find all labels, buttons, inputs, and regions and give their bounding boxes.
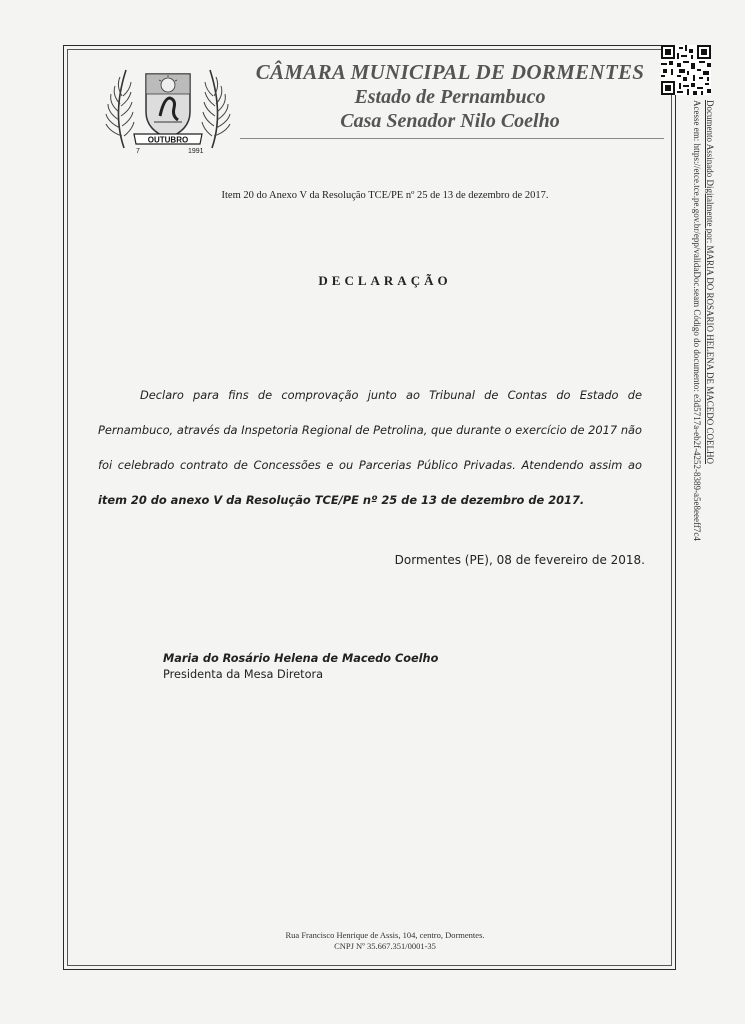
- signatory-role: Presidenta da Mesa Diretora: [163, 668, 324, 681]
- signature-verification-link[interactable]: Acesse em: https://etce.tce.pe.gov.br/epp/validaDoc.seam Código do documento: e3d5717a-eb2f-4252-8389-a5e8eeeff7c4: [692, 100, 702, 541]
- footer-address: Rua Francisco Henrique de Assis, 104, centro, Dormentes.: [285, 930, 485, 940]
- institution-name: CÂMARA MUNICIPAL DE DORMENTES: [255, 60, 645, 84]
- crest-banner-text: OUTUBRO: [147, 135, 189, 145]
- declaration-text: Declaro para fins de comprovação junto ao Tribunal de Contas do Estado de Pernambuco, através da Inspetoria Regional de Petrolina, que durante o exercício de 2017 não foi celebrado contrato de Concessões e ou Parcerias Público Privadas. Atendendo assim ao: [98, 388, 642, 472]
- footer-cnpj: CNPJ Nº 35.667.351/0001-35: [334, 941, 436, 951]
- municipal-crest-logo: [104, 58, 232, 156]
- letterhead-divider: [240, 138, 664, 139]
- digital-signature-text: [680, 100, 716, 570]
- letterhead: [240, 60, 660, 133]
- date-line: Dormentes (PE), 08 de fevereiro de 2018.: [394, 553, 645, 567]
- qr-code[interactable]: [661, 45, 711, 95]
- declaration-bold-reference: item 20 do anexo V da Resolução TCE/PE nº 25 de 13 de dezembro de 2017.: [98, 493, 585, 507]
- signature-signed-by: Documento Assinado Digitalmente por: MARIA DO ROSARIO HELENA DE MACEDO COELHO: [705, 100, 715, 464]
- declaration-body: [98, 378, 642, 518]
- signatory-name: Maria do Rosário Helena de Macedo Coelho: [163, 652, 439, 665]
- footer: [200, 930, 570, 952]
- legal-reference: Item 20 do Anexo V da Resolução TCE/PE nº 25 de 13 de dezembro de 2017.: [221, 190, 549, 201]
- digital-signature-stamp: [680, 100, 716, 570]
- document-title: DECLARAÇÃO: [318, 273, 452, 288]
- crest-day: 7: [136, 148, 140, 155]
- house-name: Casa Senador Nilo Coelho: [340, 110, 560, 132]
- crest-year: 1991: [188, 148, 204, 155]
- state-name: Estado de Pernambuco: [354, 86, 546, 108]
